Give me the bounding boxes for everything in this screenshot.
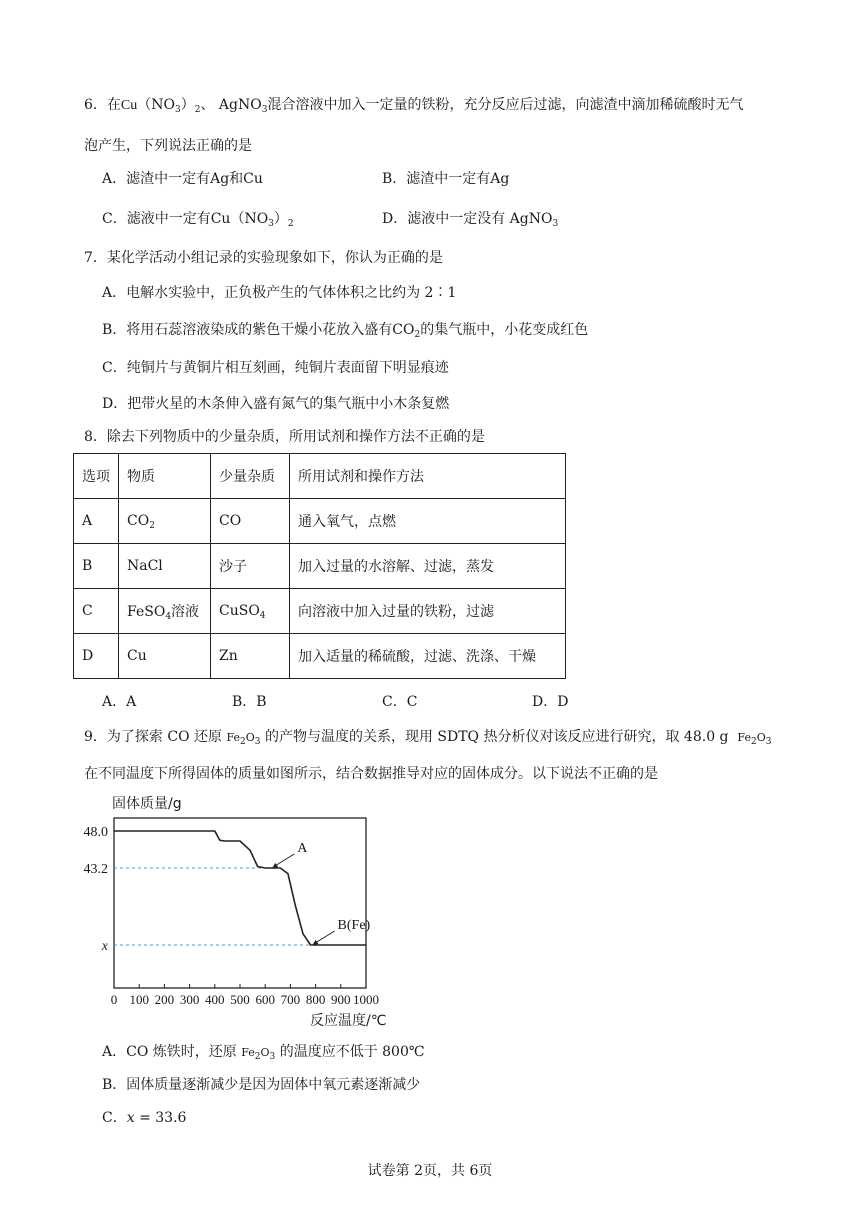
substance-cell: NaCl: [119, 544, 211, 589]
tick-labels: [84, 825, 380, 1007]
q6-stem-line1: 6．在$Cu(NO_3)_2$、 AgNO$_3$混合溶液中加入一定量的铁粉，充分反应后过滤，向滤渣中滴加稀硫酸时无气: [84, 97, 744, 115]
chart-axes: [114, 818, 366, 988]
y-tick-label: 43.2: [83, 862, 108, 877]
x-tick-label: 600: [255, 992, 275, 1007]
x-tick-label: 0: [110, 992, 118, 1007]
q6-stem-line2: 泡产生，下列说法正确的是: [84, 138, 252, 154]
q7-option-d: D．把带火星的木条伸入盛有氮气的集气瓶中小木条复燃: [102, 396, 450, 412]
q7-stem: 7．某化学活动小组记录的实验现象如下，你认为正确的是: [84, 250, 443, 266]
q8-stem: 8．除去下列物质中的少量杂质，所用试剂和操作方法不正确的是: [84, 429, 485, 445]
option-cell: B: [74, 544, 119, 589]
substance-cell: $CO_2$: [119, 499, 211, 544]
q8-answer-d: D．D: [532, 694, 569, 710]
x-tick-label: 300: [179, 992, 200, 1007]
x-tick-label: 1000: [353, 992, 379, 1007]
q9-option-a: A．CO 炼铁时，还原 $Fe_2O_3$ 的温度应不低于 800℃: [102, 1044, 425, 1062]
q6-option-a: A．滤渣中一定有Ag和Cu: [102, 171, 263, 187]
method-cell: 通入氧气，点燃: [290, 499, 566, 544]
header-cell: 所用试剂和操作方法: [290, 454, 566, 499]
header-cell: 少量杂质: [211, 454, 290, 499]
table-row: [74, 499, 566, 544]
table-row: [74, 634, 566, 679]
mass-curve: [114, 831, 366, 945]
y-axis-label: 固体质量/g: [112, 796, 182, 812]
mass-temperature-chart: [60, 788, 420, 1033]
chart-series: [114, 831, 366, 945]
table-row: [74, 544, 566, 589]
q8-answer-a: A．A: [102, 694, 137, 710]
annotation-label: B(Fe): [337, 918, 371, 933]
q8-table: [73, 453, 566, 679]
q7-option-a: A．电解水实验中，正负极产生的气体体积之比约为 2∶1: [102, 285, 457, 301]
q9-stem-line1: 9．为了探索 CO 还原 $Fe_2O_3$ 的产物与温度的关系，现用 SDTQ 热分析仪对该反应进行研究，取 48.0 g $Fe_2O_3$: [84, 729, 772, 747]
option-cell: C: [74, 589, 119, 634]
option-cell: D: [74, 634, 119, 679]
x-tick-label: 700: [280, 992, 301, 1007]
q9-option-c: C．x = 33.6: [102, 1110, 187, 1126]
method-cell: 向溶液中加入过量的铁粉，过滤: [290, 589, 566, 634]
x-tick-label: 100: [129, 992, 149, 1007]
impurity-cell: CO: [211, 499, 290, 544]
chart-annotations: [272, 841, 370, 945]
plot-frame: [114, 818, 366, 988]
q7-option-b: B．将用石蕊溶液染成的紫色干燥小花放入盛有$CO_2$的集气瓶中，小花变成红色: [102, 322, 589, 340]
method-cell: 加入适量的稀硫酸，过滤、洗涤、干燥: [290, 634, 566, 679]
annotation-label: A: [297, 841, 308, 856]
substance-cell: Cu: [119, 634, 211, 679]
y-tick-label: 48.0: [83, 825, 108, 840]
q8-answer-b: B．B: [232, 694, 267, 710]
table-row: [74, 589, 566, 634]
q6-option-b: B．滤渣中一定有Ag: [382, 171, 510, 187]
y-tick-label: x: [101, 939, 108, 954]
header-cell: 选项: [74, 454, 119, 499]
q9-option-b: B．固体质量逐渐减少是因为固体中氧元素逐渐减少: [102, 1077, 421, 1093]
x-tick-label: 200: [154, 992, 175, 1007]
page-footer: 试卷第 2页，共 6页: [367, 1163, 493, 1179]
header-cell: 物质: [119, 454, 211, 499]
x-tick-label: 800: [305, 992, 326, 1007]
q7-option-c: C．纯铜片与黄铜片相互刻画，纯铜片表面留下明显痕迹: [102, 360, 449, 376]
x-tick-label: 400: [205, 992, 225, 1007]
q6-option-d: D．滤液中一定没有 AgNO$_3$: [382, 211, 559, 229]
impurity-cell: Zn: [211, 634, 290, 679]
guide-lines: [114, 868, 311, 945]
x-axis-label: 反应温度/℃: [310, 1013, 387, 1029]
substance-cell: FeSO$_4$溶液: [119, 589, 211, 634]
table-header-row: [74, 454, 566, 499]
q6-option-c: C．滤液中一定有$Cu(NO_3)_2$: [102, 211, 294, 229]
impurity-cell: CuSO$_4$: [211, 589, 290, 634]
method-cell: 加入过量的水溶解、过滤，蒸发: [290, 544, 566, 589]
impurity-cell: 沙子: [211, 544, 290, 589]
x-tick-label: 500: [230, 992, 250, 1007]
x-tick-label: 900: [331, 992, 351, 1007]
q9-stem-line2: 在不同温度下所得固体的质量如图所示，结合数据推导对应的固体成分。以下说法不正确的是: [84, 766, 658, 782]
q8-answer-c: C．C: [382, 694, 418, 710]
option-cell: A: [74, 499, 119, 544]
